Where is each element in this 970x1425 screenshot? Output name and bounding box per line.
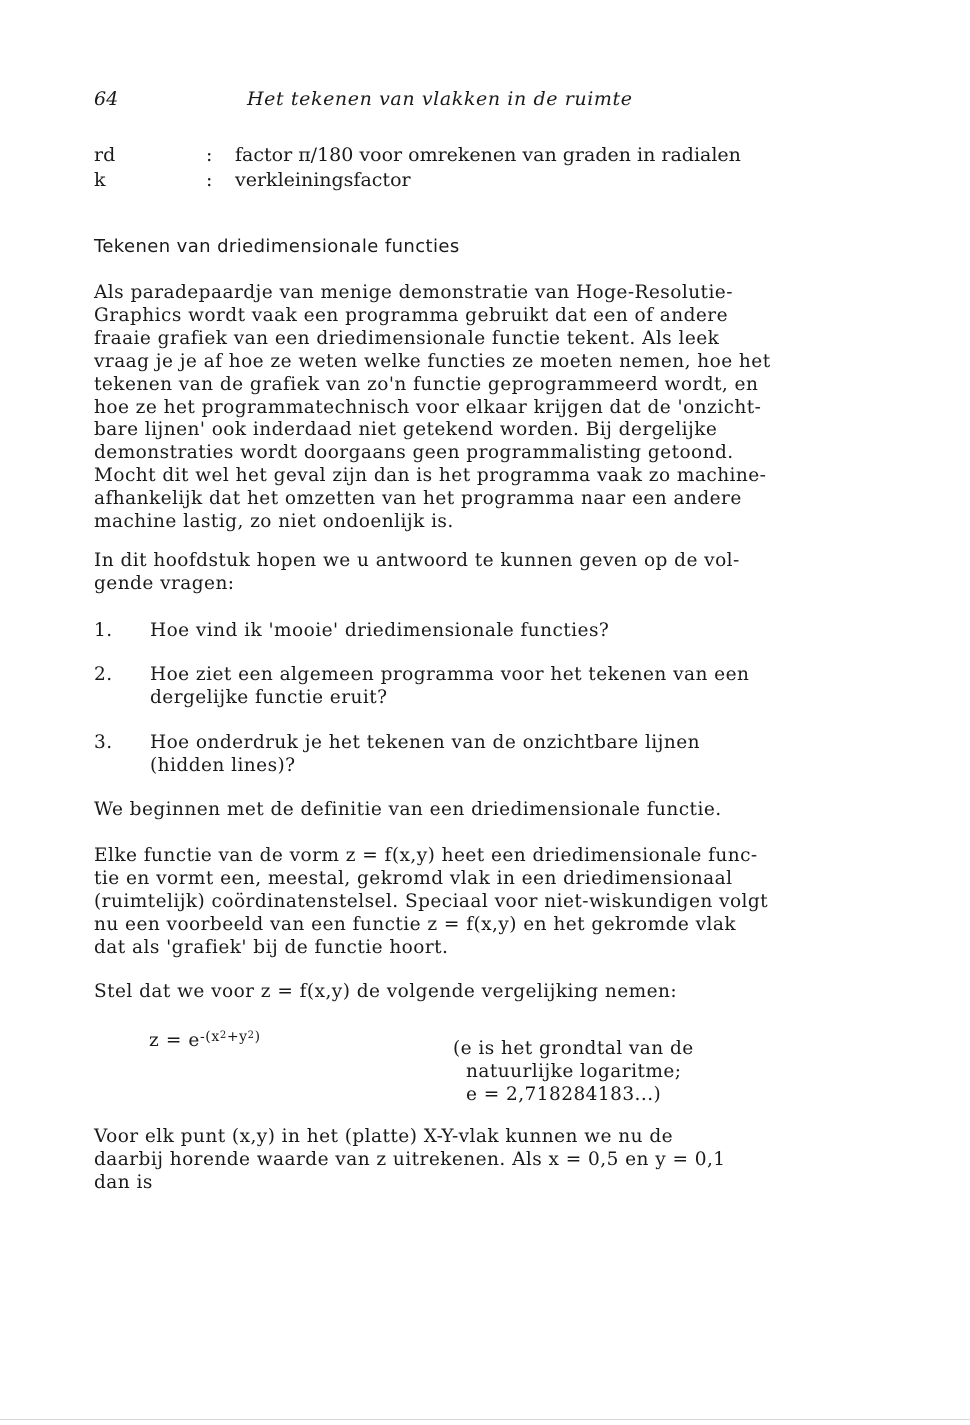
formula-exponent-mid: +y [226, 1029, 248, 1045]
formula-exponent-suffix: ) [254, 1029, 261, 1045]
text-line: dergelijke functie eruit? [150, 686, 388, 708]
text-line: (ruimtelijk) coördinatenstelsel. Speciaal voor niet-wiskundigen volgt [94, 890, 769, 912]
text-line: Hoe onderdruk je het tekenen van de onzichtbare lijnen [150, 732, 700, 753]
running-title: Het tekenen van vlakken in de ruimte [247, 88, 633, 110]
text-line: Hoe ziet een algemeen programma voor het tekenen van een [150, 664, 750, 685]
definition-term: k [94, 169, 106, 191]
text-line: machine lastig, zo niet ondoenlijk is. [94, 511, 454, 533]
text-line: dan is [94, 1171, 153, 1193]
formula-exponent-prefix: -(x [199, 1029, 220, 1045]
text-line: Voor elk punt (x,y) in het (platte) X-Y-vlak kunnen we nu de [94, 1126, 674, 1147]
definition-colon: : [206, 169, 213, 191]
text-line: dat als 'grafiek' bij de functie hoort. [94, 936, 449, 958]
paragraph-chapter-aim [94, 550, 834, 596]
formula-note [453, 1038, 694, 1107]
text-line: fraaie grafiek van een driedimensionale functie tekent. Als leek [94, 327, 720, 349]
question-text [150, 664, 749, 710]
text-line: afhankelijk dat het omzetten van het programma naar een andere [94, 488, 742, 510]
definition-description: factor π/180 voor omrekenen van graden in radialen [235, 144, 741, 166]
text-line: Graphics wordt vaak een programma gebruikt dat een of andere [94, 304, 728, 326]
text-line: vraag je je af hoe ze weten welke functies ze moeten nemen, hoe het [94, 350, 771, 372]
paragraph-function-definition [94, 845, 834, 960]
text-line: tekenen van de grafiek van zo'n functie geprogrammeerd wordt, en [94, 373, 759, 395]
text-line: nu een voorbeeld van een functie z = f(x,y) en het gekromde vlak [94, 913, 737, 935]
formula-square-y: 2 [247, 1030, 255, 1041]
question-text [150, 620, 609, 643]
text-line: daarbij horende waarde van z uitrekenen. Als x = 0,5 en y = 0,1 [94, 1148, 726, 1170]
question-number: 3. [94, 732, 113, 753]
paragraph-begin [94, 799, 834, 822]
definition-description: verkleiningsfactor [235, 169, 411, 191]
text-line: Mocht dit wel het geval zijn dan is het programma vaak zo machine- [94, 465, 767, 487]
formula-square-x: 2 [219, 1030, 227, 1041]
formula-exponent [200, 1029, 261, 1045]
text-line: demonstraties wordt doorgaans geen programmalisting getoond. [94, 442, 734, 464]
paragraph-voor-elk-punt [94, 1126, 834, 1195]
text-line: Elke functie van de vorm z = f(x,y) heet een driedimensionale func- [94, 845, 758, 866]
text-line: natuurlijke logaritme; [466, 1060, 682, 1082]
question-number: 1. [94, 620, 113, 641]
question-text [150, 732, 700, 778]
page-edge-line [0, 1419, 970, 1420]
text-line: e = 2,718284183...) [466, 1083, 662, 1105]
text-line: (e is het grondtal van de [453, 1038, 694, 1059]
definition-term: rd [94, 144, 116, 166]
definition-colon: : [206, 144, 213, 166]
page-number: 64 [94, 88, 119, 110]
text-line: (hidden lines)? [150, 754, 296, 776]
text-line: bare lijnen' ook inderdaad niet getekend worden. Bij dergelijke [94, 419, 718, 441]
text-line: Als paradepaardje van menige demonstratie van Hoge-Resolutie- [94, 282, 733, 303]
text-line: tie en vormt een, meestal, gekromd vlak in een driedimensionaal [94, 867, 733, 889]
text-line: In dit hoofdstuk hopen we u antwoord te kunnen geven op de vol- [94, 550, 740, 571]
text-line: We beginnen met de definitie van een driedimensionale functie. [94, 799, 722, 820]
text-line: Stel dat we voor z = f(x,y) de volgende vergelijking nemen: [94, 981, 678, 1002]
text-line: hoe ze het programmatechnisch voor elkaar krijgen dat de 'onzicht- [94, 396, 762, 418]
paragraph-intro [94, 282, 834, 534]
question-number: 2. [94, 664, 113, 685]
formula-gaussian [149, 1030, 261, 1051]
paragraph-stel [94, 981, 834, 1004]
text-line: gende vragen: [94, 572, 235, 594]
text-line: Hoe vind ik 'mooie' driedimensionale functies? [150, 620, 610, 641]
section-heading: Tekenen van driedimensionale functies [94, 236, 460, 257]
formula-lhs: z = e [149, 1030, 200, 1051]
